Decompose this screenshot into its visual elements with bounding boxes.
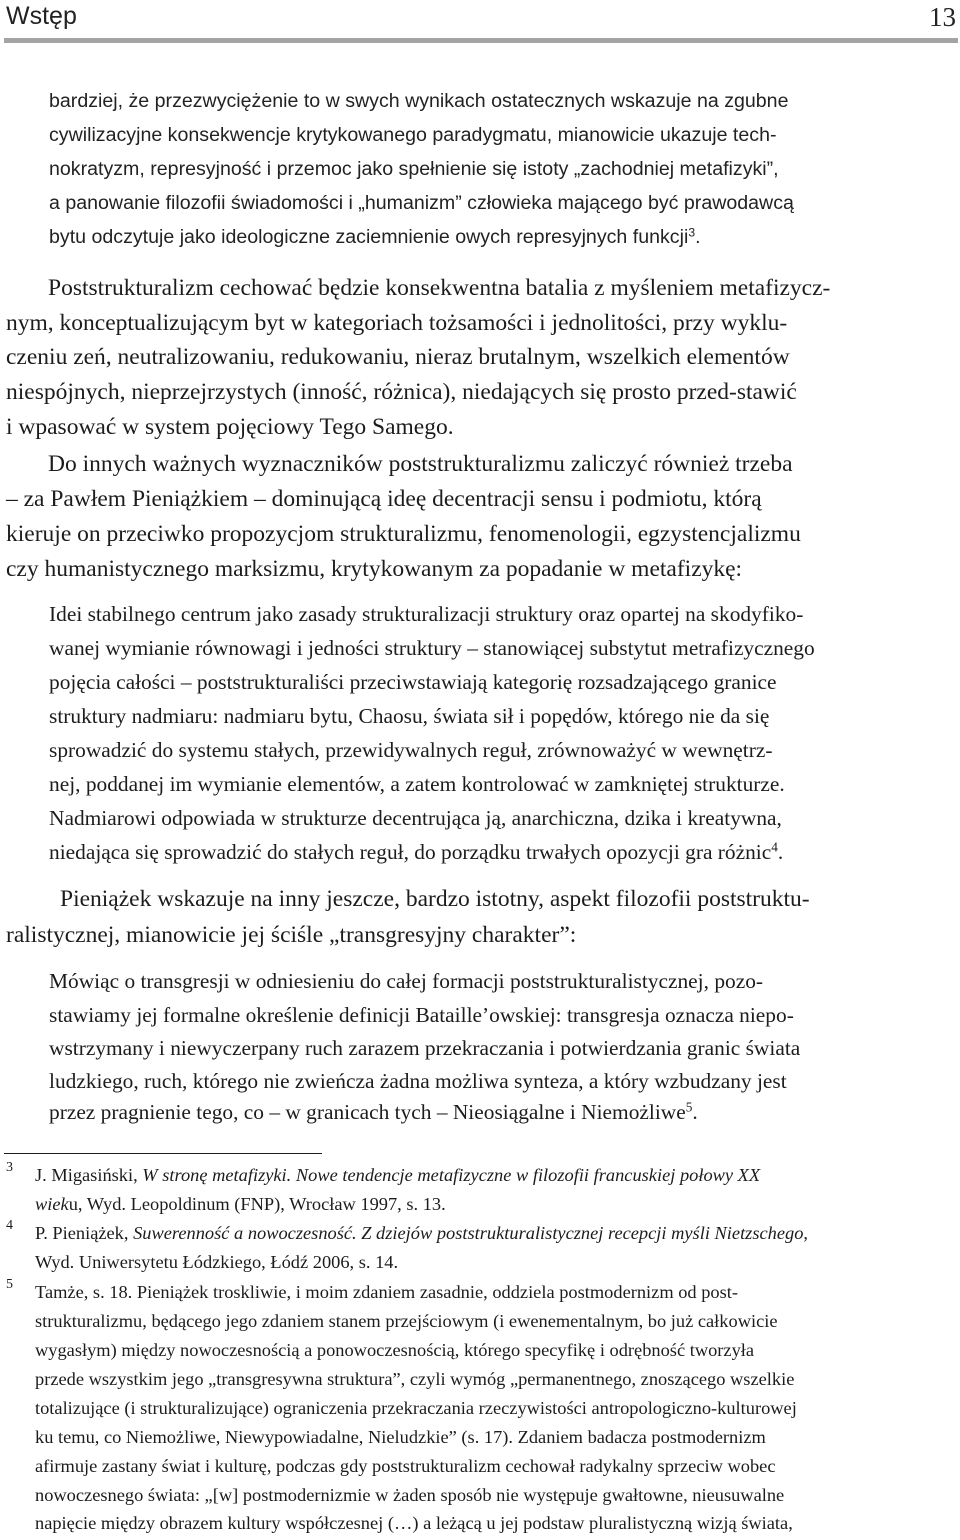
footnote-ref-5: 5	[685, 1099, 693, 1115]
footnote-line: wieku, Wyd. Leopoldinum (FNP), Wrocław 1997, s. 13.	[35, 1194, 446, 1214]
running-header-title: Wstęp	[6, 2, 77, 30]
footnote-ref-4: 4	[771, 839, 778, 855]
text-line: Nadmiarowi odpowiada w strukturze decentrująca ją, anarchiczna, dzika i kreatywna,	[49, 806, 782, 830]
footnote-ref-3: 3	[688, 225, 696, 240]
text-line: nej, poddanej im wymianie elementów, a zatem kontrolować w zamkniętej strukturze.	[49, 772, 785, 796]
text-line: czeniu zeń, neutralizowaniu, redukowaniu, nieraz brutalnym, wszelkich elementów	[6, 344, 790, 370]
text-line: niespójnych, nieprzejrzystych (inność, różnica), niedających się prosto przed-stawić	[6, 379, 797, 405]
text-line: stawiamy jej formalne określenie definicji Bataille’owskiej: transgresja oznacza niepo-	[49, 1003, 794, 1027]
text-line: czy humanistycznego marksizmu, krytykowanym za popadanie w metafizykę:	[6, 556, 743, 582]
text-line: wstrzymany i niewyczerpany ruch zarazem przekraczania i potwierdzania granic świata	[49, 1036, 801, 1060]
footnote-line: przede wszystkim jego „transgresywna struktura”, czyli wymóg „permanentnego, znoszącego wszelkie	[35, 1369, 795, 1389]
text-line: nym, konceptualizującym byt w kategoriach tożsamości i jednolitości, przy wyklu-	[6, 310, 788, 336]
text-line: i wpasować w system pojęciowy Tego Samego.	[6, 414, 454, 440]
text-line: Pieniążek wskazuje na inny jeszcze, bardzo istotny, aspekt filozofii poststruktu-	[60, 886, 810, 912]
running-header	[0, 0, 960, 40]
footnote-line: afirmuje zastany świat i kulturę, podczas gdy poststrukturalizm cechował radykalny sprzeciw wobec	[35, 1456, 776, 1476]
footnote-line: totalizujące (i strukturalizujące) ograniczenia przekraczania rzeczywistości antropologiczno-kulturowej	[35, 1398, 797, 1418]
header-rule	[4, 38, 958, 43]
text-line: nokratyzm, represyjność i przemoc jako spełnienie się istoty „zachodniej metafizyki”,	[49, 158, 779, 180]
footnote-line: strukturalizmu, będącego jego zdaniem stanem przejściowym (i ewenementalnym, bo już całkowicie	[35, 1311, 778, 1331]
text-line: bardziej, że przezwyciężenie to w swych wynikach ostatecznych wskazuje na zgubne	[49, 90, 789, 112]
text-line: przez pragnienie tego, co – w granicach tych – Nieosiągalne i Niemożliwe$^5$.	[49, 1099, 698, 1124]
text-line: Mówiąc o transgresji w odniesieniu do całej formacji poststrukturalistycznej, pozo-	[49, 969, 764, 993]
footnote-line: napięcie między obrazem kultury współczesnej (…) a leżącą u jej podstaw pluralistyczną wizją świata,	[35, 1513, 793, 1533]
text-line: Idei stabilnego centrum jako zasady strukturalizacji struktury oraz opartej na skodyfiko-	[49, 602, 804, 626]
text-line: ludzkiego, ruch, którego nie zwieńcza żadna możliwa synteza, a który wzbudzany jest	[49, 1069, 787, 1093]
text-line: wanej wymianie równowagi i jedności struktury – stanowiącej substytut metrafizycznego	[49, 636, 815, 660]
text-line: ralistycznej, mianowicie jej ściśle „transgresyjny charakter”:	[6, 922, 577, 948]
text-line: pojęcia całości – poststrukturaliści przeciwstawiają kategorię rozsadzającego granice	[49, 670, 777, 694]
text-line: Poststrukturalizm cechować będzie konsekwentna batalia z myśleniem metafizycz-	[48, 275, 831, 301]
footnote-line: ku temu, co Niemożliwe, Niewypowiadalne, Nieludzkie” (s. 17). Zdaniem badacza postmodernizm	[35, 1427, 766, 1447]
footnote-number: 4	[6, 1218, 13, 1233]
text-line: struktury nadmiaru: nadmiaru bytu, Chaosu, świata sił i popędów, którego nie da się	[49, 704, 770, 728]
text-line: cywilizacyjne konsekwencje krytykowanego paradygmatu, mianowicie ukazuje tech-	[49, 124, 777, 146]
text-line: niedająca się sprowadzić do stałych reguł, do porządku trwałych opozycji gra różnic$^4$.	[49, 839, 784, 864]
text-line: sprowadzić do systemu stałych, przewidywalnych reguł, zrównoważyć w wewnętrz-	[49, 738, 773, 762]
text-line: Do innych ważnych wyznaczników poststrukturalizmu zaliczyć również trzeba	[48, 451, 793, 477]
footnote-line: P. Pieniążek, Suwerenność a nowoczesność. Z dziejów poststrukturalistycznej recepcji myśli Nietzschego,	[35, 1223, 809, 1243]
text-line: bytu odczytuje jako ideologiczne zaciemnienie owych represyjnych funkcji$^3$.	[49, 225, 701, 248]
footnote-line: wygasłym) między nowoczesnością a ponowoczesnością, którego specyfikę i odrębność tworzyła	[35, 1340, 755, 1360]
page-number: 13	[929, 2, 956, 32]
footnote-line: J. Migasiński, W stronę metafizyki. Nowe tendencje metafizyczne w filozofii francuskiej połowy XX	[35, 1165, 761, 1185]
footnote-line: Wyd. Uniwersytetu Łódzkiego, Łódź 2006, s. 14.	[35, 1252, 399, 1272]
footnote-separator	[4, 1153, 322, 1154]
footnote-line: Tamże, s. 18. Pieniążek troskliwie, i moim zdaniem zasadnie, oddziela postmodernizm od post-	[35, 1282, 738, 1302]
footnote-number: 5	[6, 1277, 13, 1292]
text-line: – za Pawłem Pieniążkiem – dominującą ideę decentracji sensu i podmiotu, którą	[6, 486, 762, 512]
text-line: a panowanie filozofii świadomości i „humanizm” człowieka mającego być prawodawcą	[49, 192, 794, 214]
footnote-number: 3	[6, 1160, 13, 1175]
footnote-line: nowoczesnego świata: „[w] postmodernizmie w żaden sposób nie występuje gwałtowne, nieusuwalne	[35, 1485, 785, 1505]
text-line: kieruje on przeciwko propozycjom strukturalizmu, fenomenologii, egzystencjalizmu	[6, 521, 801, 547]
